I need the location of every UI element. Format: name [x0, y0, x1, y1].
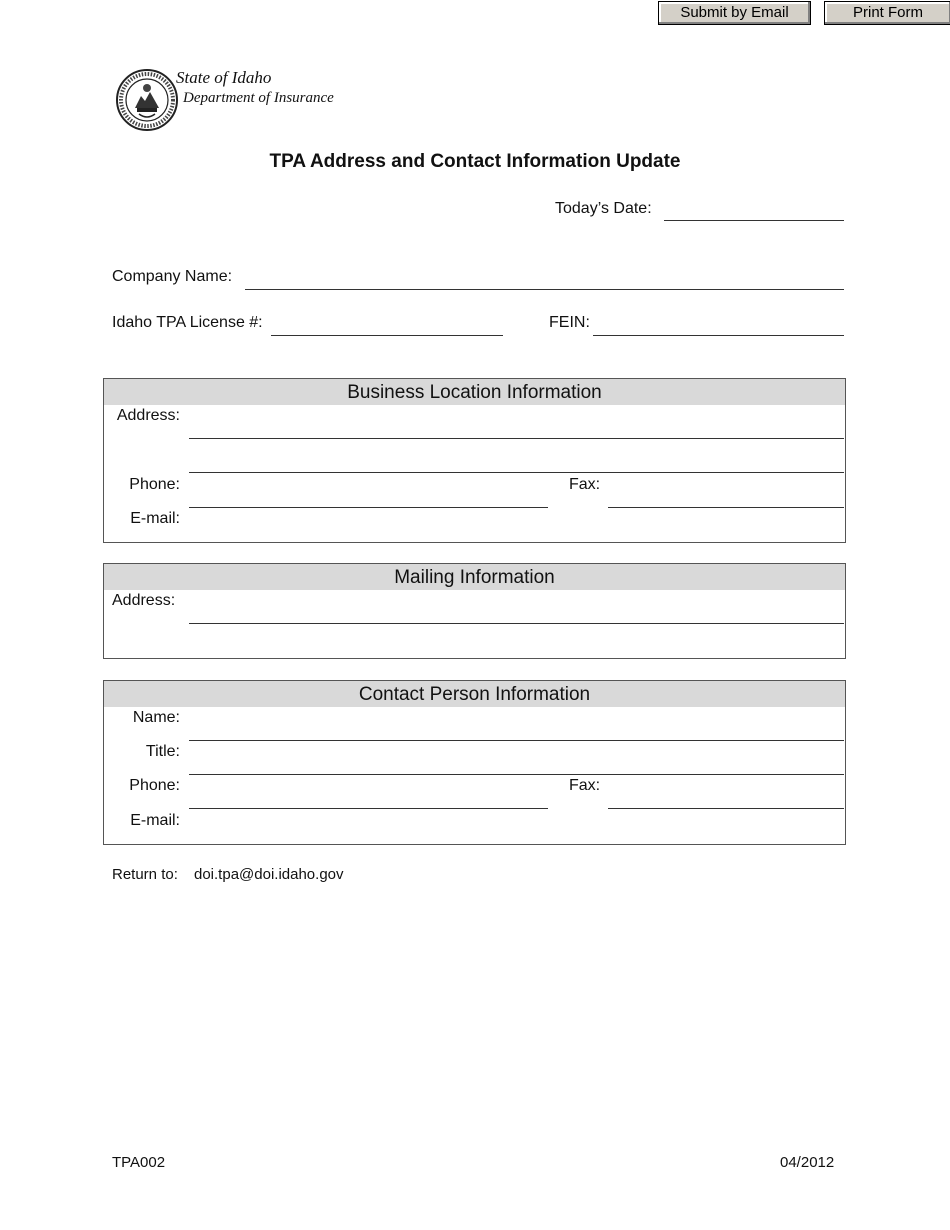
- business-address-line2: [189, 472, 844, 473]
- license-field[interactable]: [271, 313, 503, 335]
- business-email-field[interactable]: [189, 515, 844, 537]
- contact-name-label: Name:: [132, 709, 180, 726]
- return-email: doi.tpa@doi.idaho.gov: [194, 866, 344, 883]
- contact-email-field[interactable]: [189, 817, 844, 839]
- contact-title-field[interactable]: [189, 751, 844, 773]
- department-name: Department of Insurance: [183, 90, 334, 106]
- contact-fax-label: Fax:: [569, 777, 601, 794]
- fein-label: FEIN:: [549, 314, 590, 331]
- form-code: TPA002: [112, 1154, 166, 1171]
- company-name-label: Company Name:: [112, 268, 233, 285]
- contact-email-label: E-mail:: [130, 812, 180, 829]
- contact-fax-field[interactable]: [608, 785, 844, 807]
- contact-phone-label: Phone:: [129, 777, 180, 794]
- contact-title-line: [189, 774, 844, 775]
- license-label: Idaho TPA License #:: [112, 314, 263, 331]
- company-name-line: [245, 289, 844, 290]
- mailing-address-line1-field[interactable]: [189, 600, 844, 622]
- business-location-heading: Business Location Information: [104, 379, 845, 405]
- business-phone-line: [189, 507, 548, 508]
- business-address-line1: [189, 438, 844, 439]
- business-email-label: E-mail:: [130, 510, 180, 527]
- mailing-address-label: Address:: [112, 592, 176, 609]
- company-name-field[interactable]: [245, 267, 844, 289]
- contact-phone-line: [189, 808, 548, 809]
- agency-name: State of Idaho: [176, 68, 272, 87]
- business-fax-field[interactable]: [608, 484, 844, 506]
- business-phone-label: Phone:: [129, 476, 180, 493]
- print-form-button[interactable]: Print Form: [824, 1, 950, 25]
- business-address-line2-field[interactable]: [189, 449, 844, 471]
- form-title: TPA Address and Contact Information Update: [269, 151, 681, 172]
- business-address-line1-field[interactable]: [189, 415, 844, 437]
- return-to-label: Return to:: [112, 866, 178, 883]
- state-seal-icon: [115, 68, 179, 132]
- todays-date-line: [664, 220, 844, 221]
- business-fax-label: Fax:: [569, 476, 601, 493]
- mailing-address-line2-field[interactable]: [189, 630, 844, 652]
- contact-name-field[interactable]: [189, 717, 844, 739]
- mailing-heading: Mailing Information: [104, 564, 845, 590]
- contact-fax-line: [608, 808, 844, 809]
- license-line: [271, 335, 503, 336]
- contact-phone-field[interactable]: [189, 785, 548, 807]
- todays-date-field[interactable]: [664, 198, 844, 220]
- fein-field[interactable]: [593, 313, 844, 335]
- todays-date-label: Today’s Date:: [555, 200, 652, 217]
- revision-date: 04/2012: [780, 1154, 835, 1171]
- fein-line: [593, 335, 844, 336]
- business-fax-line: [608, 507, 844, 508]
- submit-by-email-button[interactable]: Submit by Email: [658, 1, 811, 25]
- contact-title-label: Title:: [145, 743, 180, 760]
- contact-person-heading: Contact Person Information: [104, 681, 845, 707]
- contact-name-line: [189, 740, 844, 741]
- mailing-address-line1: [189, 623, 844, 624]
- business-address-label: Address:: [116, 407, 180, 424]
- business-phone-field[interactable]: [189, 484, 548, 506]
